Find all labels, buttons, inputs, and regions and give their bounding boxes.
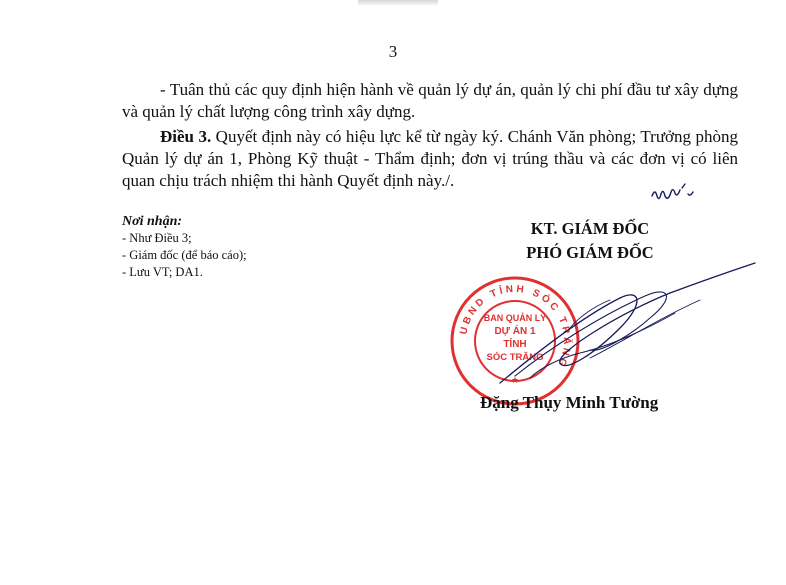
recipients-title: Nơi nhận: [122,214,183,229]
signer-name: Đặng Thụy Minh Tường [480,393,659,412]
scan-artifact [358,0,438,6]
recipient-item: - Như Điều 3; [122,231,192,245]
article-3-text: Quyết định này có hiệu lực kể từ ngày ký. Chánh Văn phòng; Trưởng phòng Quản lý dự án 1, Phòng Kỹ thuật - Thẩm định; đơn vị trúng thầu và các đơn vị có liên quan chịu trách nhiệm thi hành Quyết định này./. [122,127,739,190]
seal-ring-text: UBND TỈNH SÓC TRĂNG [458,283,573,371]
seal-center-line: TỈNH [503,339,527,350]
seal-center-line: DỰ ÁN 1 [494,326,536,337]
signer-title-secondary: PHÓ GIÁM ĐỐC [526,243,654,262]
recipient-item: - Giám đốc (để báo cáo); [122,248,247,262]
signer-title-primary: KT. GIÁM ĐỐC [530,219,650,238]
seal-center-line: SÓC TRĂNG [486,352,544,363]
handwritten-signature [470,258,760,408]
page-number: 3 [388,42,398,61]
seal-star-icon: ★ [510,375,520,385]
handwritten-initials [650,180,700,204]
paragraph-article-3 [122,126,738,192]
recipients-block [122,213,247,281]
recipient-item: - Lưu VT; DA1. [122,265,203,279]
paragraph-compliance: - Tuân thủ các quy định hiện hành về quản lý dự án, quản lý chi phí đầu tư xây dựng và quản lý chất lượng công trình xây dựng. [122,80,738,121]
seal-center-line: BAN QUẢN LÝ [483,313,547,323]
article-3-label: Điều 3. [160,127,212,146]
